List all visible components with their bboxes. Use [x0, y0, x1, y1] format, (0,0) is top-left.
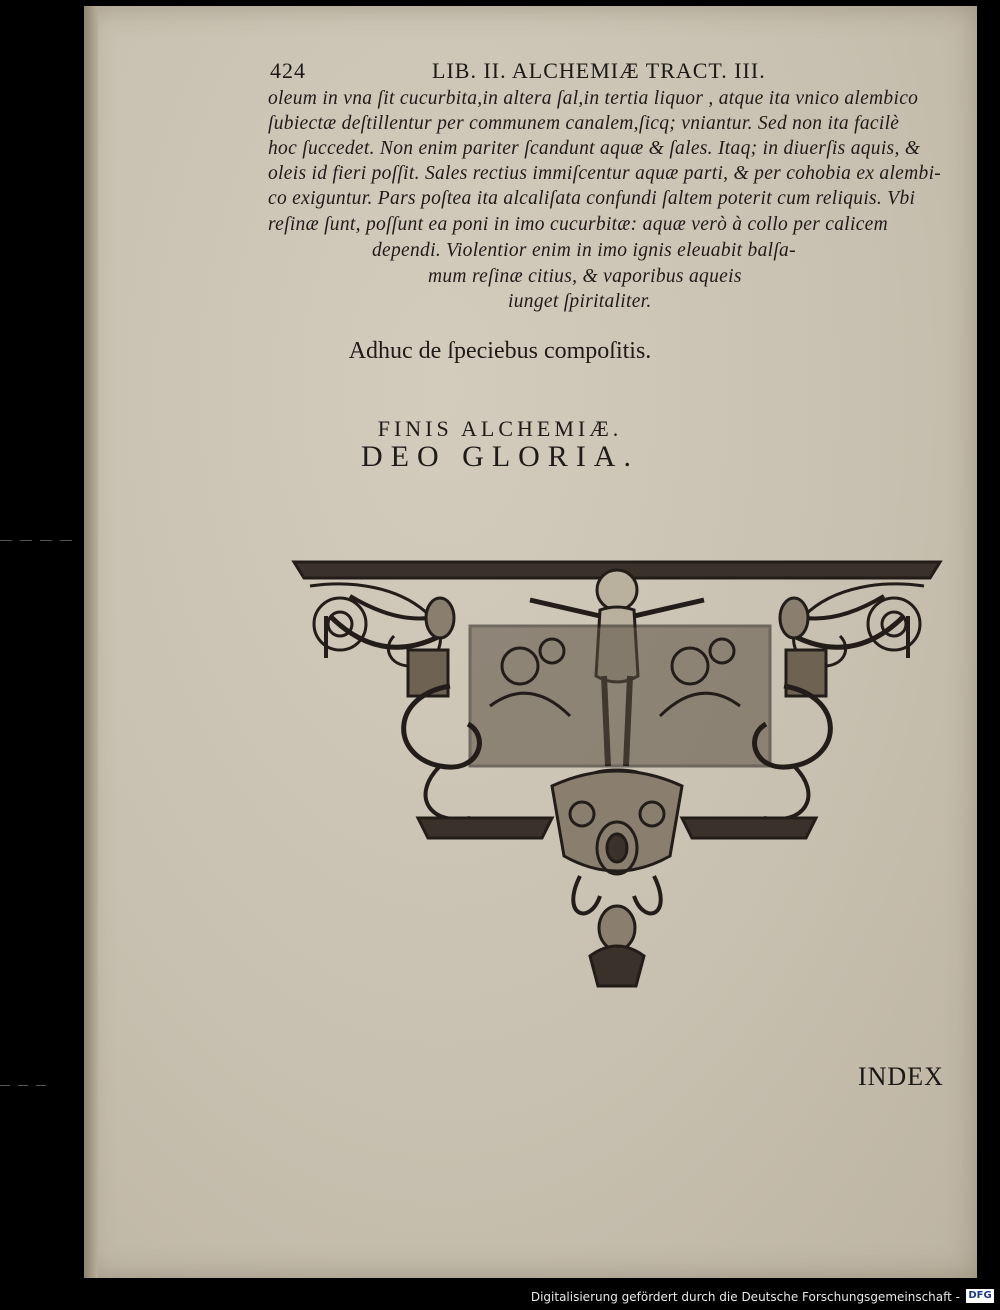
body-line: iunget ſpiritaliter.: [508, 291, 652, 312]
woodcut-ornament-illustration: [290, 556, 944, 996]
page-gutter-edge: [84, 6, 98, 1278]
running-title: LIB. II. ALCHEMIÆ TRACT. III.: [432, 58, 766, 83]
body-line: oleum in vna ſit cucurbita,in altera ſal,in tertia liquor , atque ita vnico alembico: [268, 88, 919, 109]
body-line: oleis id fieri poſſit. Sales rectius immiſcentur aquæ parti, & per cohobia ex alembi-: [268, 163, 942, 184]
subheading-adhuc: Adhuc de ſpeciebus compoſitis.: [348, 338, 652, 364]
funding-credit: Digitalisierung gefördert durch die Deutsche Forschungsgemeinschaft -: [530, 1290, 960, 1304]
catchword: INDEX: [858, 1062, 944, 1091]
dfg-logo: DFG: [966, 1289, 994, 1303]
digitization-footer: [0, 1282, 1000, 1310]
body-line: reſinæ ſunt, poſſunt ea poni in imo cucurbitæ: aquæ verò à collo per calicem: [268, 214, 888, 235]
body-line: co exiguntur. Pars poſtea ita alcaliſata confundi ſaltem poterit cum reliquis. Vbi: [268, 188, 916, 209]
body-line: hoc ſuccedet. Non enim pariter ſcandunt aquæ & ſales. Itaq; in diuerſis aquis, &: [268, 138, 921, 159]
page-number: 424: [270, 58, 306, 83]
scan-margin-ticks: [0, 0, 84, 1280]
running-head: [270, 58, 830, 88]
deo-gloria-heading: DEO GLORIA.: [361, 440, 639, 473]
body-line: mum reſinæ citius, & vaporibus aqueis: [428, 266, 742, 287]
body-line: dependi. Violentior enim in imo ignis eleuabit balſa-: [372, 240, 796, 261]
body-line: ſubiectæ deſtillentur per communem canalem,ſicq; vniantur. Sed non ita facilè: [268, 113, 900, 134]
finis-heading: FINIS ALCHEMIÆ.: [377, 416, 623, 441]
